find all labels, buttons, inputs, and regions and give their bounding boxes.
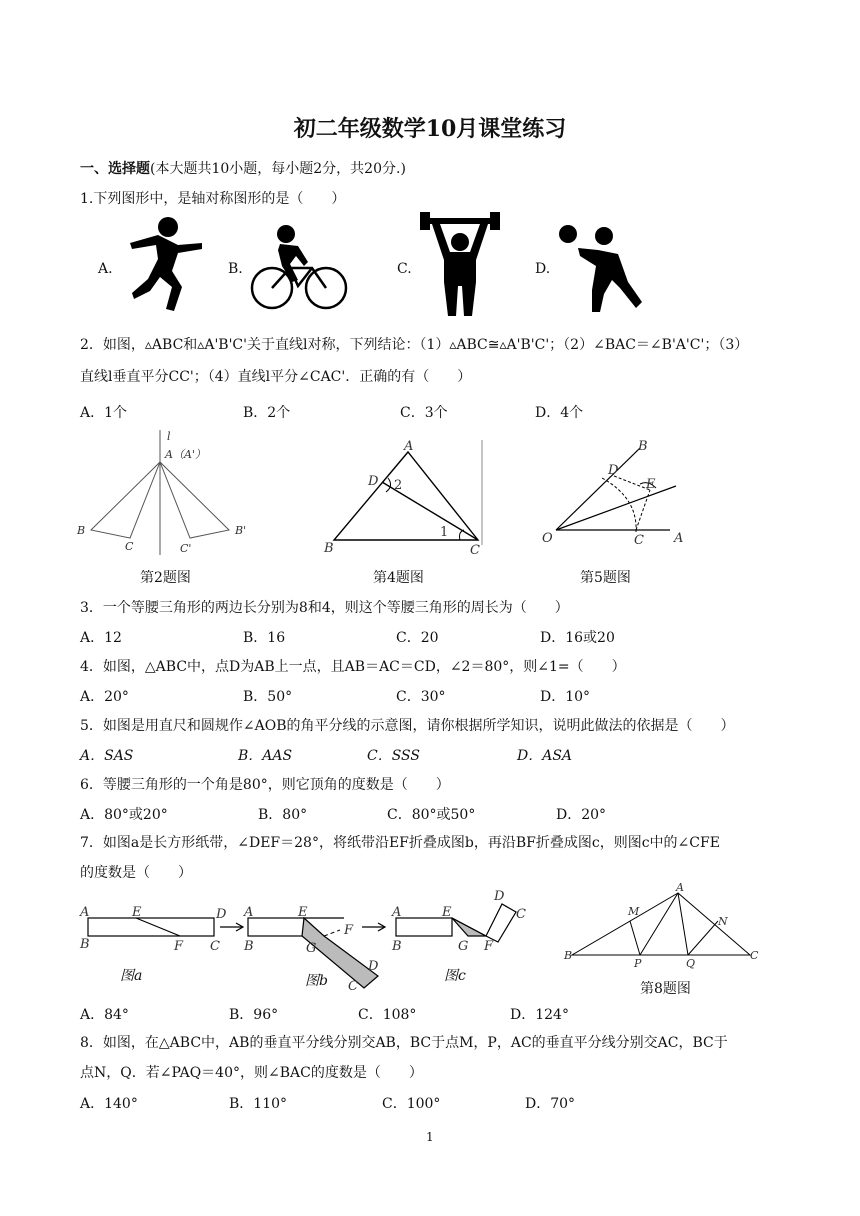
caption-fig-a: 图a <box>120 968 143 984</box>
fig7a-label-e: E <box>132 905 142 920</box>
figure-q8 <box>560 881 770 970</box>
q6-text: 6．等腰三角形的一个角是80°，则它顶角的度数是（ ） <box>80 777 450 793</box>
q7-option-b: B．96° <box>229 1007 279 1023</box>
q2-line1: 2．如图，▵ABC和▵A'B'C'关于直线l对称，下列结论：（1）▵ABC≅▵A'B'C'；（2）∠BAC＝∠B'A'C'；（3） <box>80 337 749 353</box>
q3-text: 3．一个等腰三角形的两边长分别为8和4，则这个等腰三角形的周长为（ ） <box>80 600 569 616</box>
q6-option-d: D．20° <box>556 807 607 823</box>
fig8-label-c: C <box>750 949 759 962</box>
fig4-label-1: 1 <box>440 525 449 540</box>
fig4-label-d: D <box>368 474 379 489</box>
figure-q2 <box>75 430 265 560</box>
q7-option-d: D．124° <box>510 1007 569 1023</box>
q4-option-b: B．50° <box>243 689 293 705</box>
q6-option-b: B．80° <box>258 807 308 823</box>
fig5-label-e: E <box>646 477 656 492</box>
fig4-label-a: A <box>404 439 414 454</box>
caption-fig-c: 图c <box>444 968 466 984</box>
q3-option-c: C．20 <box>396 630 439 646</box>
caption-q8: 第8题图 <box>640 981 691 997</box>
fig5-label-a: A <box>674 531 684 546</box>
figure-q5 <box>540 438 690 548</box>
fig5-label-d: D <box>608 463 619 478</box>
pictogram-volleyball <box>558 222 648 314</box>
q1-option-a: A. <box>98 261 113 277</box>
fig8-label-b: B <box>564 949 573 962</box>
caption-q5: 第5题图 <box>580 570 631 586</box>
fig8-label-a: A <box>676 881 684 894</box>
q8-line2: 点N，Q．若∠PAQ＝40°，则∠BAC的度数是（ ） <box>80 1065 423 1081</box>
fig7c-label-c: C <box>516 907 526 922</box>
fig7b-label-c: C <box>348 979 358 994</box>
fig4-label-2: 2 <box>394 478 403 493</box>
q5-option-c: C．SSS <box>367 748 420 764</box>
fig2-label-b: B <box>77 524 86 537</box>
fig2-label-c: C <box>125 540 134 553</box>
section-header <box>80 158 406 178</box>
q4-text: 4．如图，△ABC中，点D为AB上一点，且AB＝AC＝CD，∠2＝80°，则∠1=（ ） <box>80 659 626 675</box>
fig4-label-b: B <box>324 541 334 556</box>
fig2-label-l: l <box>167 430 171 443</box>
fig5-label-b: B <box>638 439 648 454</box>
q7-line2: 的度数是（ ） <box>80 865 192 881</box>
q1-option-b: B. <box>228 261 243 277</box>
fig7b-label-d: D <box>368 959 379 974</box>
figure-q4 <box>320 439 490 558</box>
fig7b-label-g: G <box>306 941 317 956</box>
q8-line1: 8．如图，在△ABC中，AB的垂直平分线分别交AB，BC于点M，P，AC的垂直平分线分别交AC，BC于 <box>80 1035 728 1051</box>
q7-option-a: A．84° <box>80 1007 129 1023</box>
q2-option-b: B．2个 <box>243 405 291 421</box>
fig8-label-p: P <box>634 957 642 970</box>
q4-option-c: C．30° <box>396 689 446 705</box>
fig7c-label-d: D <box>494 889 505 904</box>
fig7b-label-b: B <box>244 939 254 954</box>
q8-option-b: B．110° <box>229 1096 288 1112</box>
pictogram-runner <box>120 215 210 315</box>
page-number: 1 <box>426 1130 434 1144</box>
fig8-label-m: M <box>628 905 640 918</box>
fig7c-label-b: B <box>392 939 402 954</box>
q3-option-d: D．16或20 <box>540 630 615 646</box>
q4-option-d: D．10° <box>540 689 591 705</box>
fig7b-label-e: E <box>298 905 308 920</box>
q5-text: 5．如图是用直尺和圆规作∠AOB的角平分线的示意图，请你根据所学知识，说明此做法的依据是（ ） <box>80 718 735 734</box>
q1-option-d: D. <box>535 261 551 277</box>
q8-option-a: A．140° <box>80 1096 138 1112</box>
pictogram-weightlifter <box>420 212 500 320</box>
fig4-label-c: C <box>470 543 480 558</box>
fig7a-label-c: C <box>210 939 220 954</box>
page-title: 初二年级数学10月课堂练习 <box>293 116 567 142</box>
fig7c-label-g: G <box>458 939 469 954</box>
q7-option-c: C．108° <box>358 1007 417 1023</box>
pictogram-cyclist <box>250 220 350 312</box>
fig7c-label-f: F <box>484 939 494 954</box>
q3-option-b: B．16 <box>243 630 286 646</box>
fig7a-label-f: F <box>174 939 184 954</box>
fig2-label-a: A（A'） <box>165 448 206 461</box>
fig8-label-q: Q <box>686 957 696 970</box>
fig5-label-o: O <box>542 531 553 546</box>
fig7b-label-f: F <box>344 923 354 938</box>
q5-option-a: A．SAS <box>80 748 134 764</box>
q6-option-a: A．80°或20° <box>80 807 168 823</box>
q4-option-a: A．20° <box>80 689 129 705</box>
caption-fig-b: 图b <box>305 973 328 989</box>
section-label: 一、选择题 <box>80 161 150 177</box>
q1-option-c: C. <box>397 261 412 277</box>
fig7a-label-d: D <box>216 907 227 922</box>
q2-line2: 直线l垂直平分CC'；（4）直线l平分∠CAC'．正确的有（ ） <box>80 369 472 385</box>
fig2-label-c-prime: C' <box>180 542 192 555</box>
q8-option-c: C．100° <box>382 1096 441 1112</box>
fig7b-label-a: A <box>244 905 254 920</box>
q2-option-c: C．3个 <box>400 405 448 421</box>
q2-option-d: D．4个 <box>535 405 584 421</box>
fig8-label-n: N <box>718 915 728 928</box>
q2-option-a: A．1个 <box>80 405 128 421</box>
caption-q2: 第2题图 <box>140 570 191 586</box>
fig7c-label-a: A <box>392 905 402 920</box>
q1-text: 1.下列图形中，是轴对称图形的是（ ） <box>80 191 346 207</box>
fig2-label-b-prime: B' <box>235 524 247 537</box>
q5-option-b: B．AAS <box>238 748 293 764</box>
q5-option-d: D．ASA <box>517 748 573 764</box>
section-desc: (本大题共10小题，每小题2分，共20分.) <box>150 161 406 177</box>
fig7c-label-e: E <box>442 905 452 920</box>
q6-option-c: C．80°或50° <box>387 807 476 823</box>
q8-option-d: D．70° <box>525 1096 576 1112</box>
caption-q4: 第4题图 <box>373 570 424 586</box>
q7-line1: 7．如图a是长方形纸带，∠DEF＝28°，将纸带沿EF折叠成图b，再沿BF折叠成图c，则图c中的∠CFE <box>80 835 720 851</box>
fig5-label-c: C <box>634 533 644 548</box>
fig7a-label-b: B <box>80 937 90 952</box>
fig7a-label-a: A <box>80 905 90 920</box>
q3-option-a: A．12 <box>80 630 122 646</box>
